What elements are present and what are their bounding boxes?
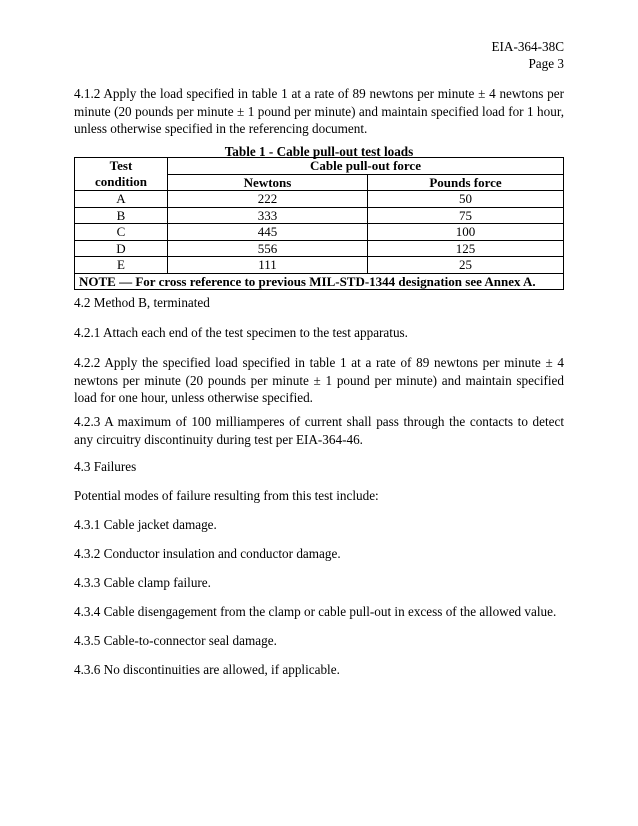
cell-condition: A [75,191,168,208]
table-caption: Table 1 - Cable pull-out test loads [224,144,414,159]
table-subheader-row [75,174,564,191]
paragraph-4-1-2: 4.1.2 Apply the load specified in table 1 at a rate of 89 newtons per minute ± 4 newtons per minute (20 pounds per minute ± 1 pound per minute) and maintain specified load for 1 hour, unless otherwise specified in the referencing document. [74,86,564,136]
cell-newtons: 111 [168,257,368,274]
cell-condition: B [75,207,168,224]
table-row [75,191,564,208]
failure-4-3-3: 4.3.3 Cable clamp failure. [74,575,211,590]
cell-condition: C [75,224,168,241]
header-force-group: Cable pull-out force [168,158,564,175]
failure-4-3-1: 4.3.1 Cable jacket damage. [74,517,217,532]
heading-4-2: 4.2 Method B, terminated [74,295,210,310]
header-pounds: Pounds force [368,174,564,191]
cell-pounds: 100 [368,224,564,241]
table-row [75,257,564,274]
heading-4-3: 4.3 Failures [74,459,137,474]
paragraph-4-2-1: 4.2.1 Attach each end of the test specimen to the test apparatus. [74,325,408,340]
table-note-row [75,273,564,290]
table-header-row [75,158,564,175]
cell-pounds: 25 [368,257,564,274]
cell-pounds: 50 [368,191,564,208]
page-header [74,38,564,72]
page-number: Page 3 [528,56,564,71]
cell-newtons: 445 [168,224,368,241]
failure-4-3-4: 4.3.4 Cable disengagement from the clamp or cable pull-out in excess of the allowed value. [74,604,557,619]
paragraph-4-2-2: 4.2.2 Apply the specified load specified in table 1 at a rate of 89 newtons per minute ± 4 newtons per minute (20 pounds per minute ± 1 pound per minute) and maintain specified load for one hour, unless otherwise specified. [74,355,564,405]
header-newtons: Newtons [168,174,368,191]
cell-condition: D [75,240,168,257]
header-condition: condition [75,174,168,191]
table-row [75,240,564,257]
table-note: NOTE — For cross reference to previous MIL-STD-1344 designation see Annex A. [75,273,564,290]
header-test: Test [75,158,168,175]
table-row [75,224,564,241]
failures-intro: Potential modes of failure resulting from this test include: [74,488,379,503]
document-id: EIA-364-38C [491,39,564,54]
cell-newtons: 333 [168,207,368,224]
failure-4-3-2: 4.3.2 Conductor insulation and conductor damage. [74,546,341,561]
table-row [75,207,564,224]
cell-condition: E [75,257,168,274]
paragraph-4-2-3: 4.2.3 A maximum of 100 milliamperes of current shall pass through the contacts to detect any circuitry discontinuity during test per EIA-364-46. [74,414,564,447]
cell-newtons: 556 [168,240,368,257]
failure-4-3-6: 4.3.6 No discontinuities are allowed, if applicable. [74,662,340,677]
failure-4-3-5: 4.3.5 Cable-to-connector seal damage. [74,633,277,648]
cable-pullout-table [74,157,564,290]
cell-newtons: 222 [168,191,368,208]
cell-pounds: 75 [368,207,564,224]
cell-pounds: 125 [368,240,564,257]
